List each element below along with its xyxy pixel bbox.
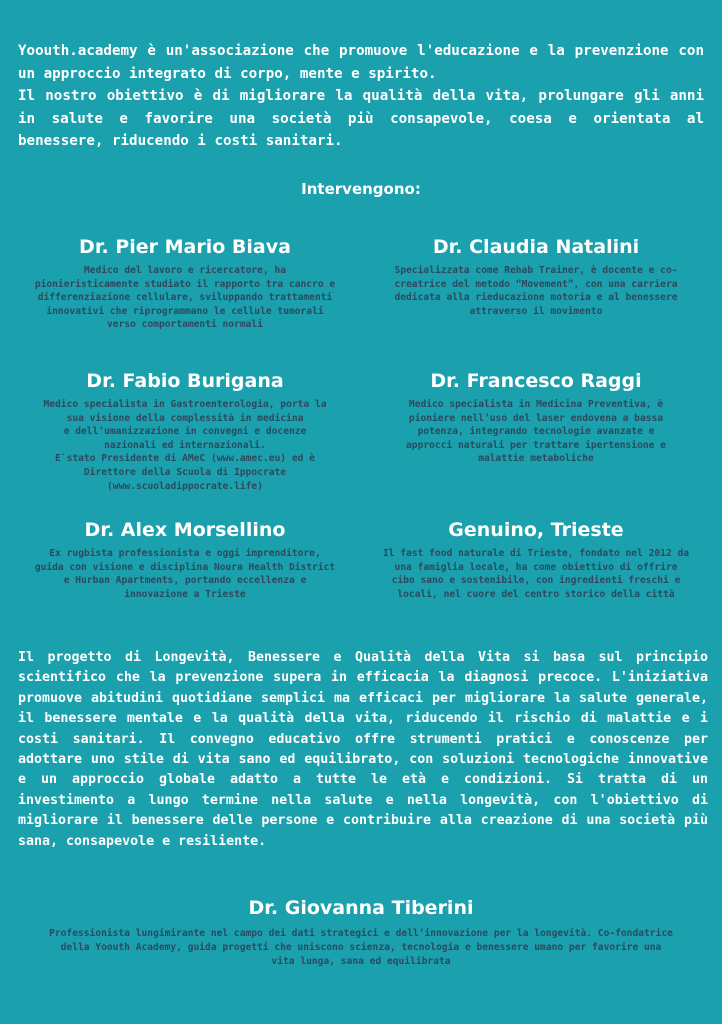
speaker-card <box>10 517 360 601</box>
description-line: Medico specialista in Medicina Preventiva, è <box>408 399 664 410</box>
intro-text <box>18 40 704 153</box>
speaker-name: Dr. Claudia Natalini <box>432 236 640 258</box>
project-description: Il progetto di Longevità, Benessere e Qualità della Vita si basa sul principio scientifico che la prevenzione supera in efficacia la diagnosi precoce. L'iniziativa promuove abitudini quotidiane semplici ma efficaci per migliorare la salute generale, il benessere mentale e la qualità della vita, riducendo il rischio di malattie e i costi sanitari. Il convegno educativo offre strumenti pratici e conoscenze per adottare uno stile di vita sano ed equilibrato, con soluzioni tecnologiche innovative e un approccio globale adatto a tutte le età e condizioni. Si tratta di un investimento a lungo termine nella salute e nella longevità, con l'obiettivo di migliorare il benessere delle persone e contribuire alla creazione di una società più sana, consapevole e resiliente. <box>18 650 708 849</box>
description-line: innovazione a Trieste <box>124 588 246 600</box>
description-line: una famiglia locale, ha come obiettivo di offrire <box>394 561 678 573</box>
speaker-description <box>10 264 360 332</box>
description-line: attraverso il movimento <box>469 305 603 317</box>
description-line: verso comportamenti normali <box>107 319 263 331</box>
speaker-card <box>361 368 711 466</box>
description-line: innovativi che riprogrammano le cellule tumorali <box>46 305 324 317</box>
description-line: Direttore della Scuola di Ippocrate <box>83 466 287 478</box>
description-line: potenza, integrando tecnologie avanzate e <box>417 426 655 438</box>
description-line: Professionista lungimirante nel campo dei dati strategici e dell’innovazione per la longevità. Co-fondatrice <box>49 928 673 939</box>
description-line: E`stato Presidente di AMeC (www.amec.eu) ed è <box>55 453 315 465</box>
speaker-card <box>361 234 711 318</box>
description-line: e Hurban Apartments, portando eccellenza e <box>63 575 307 587</box>
speaker-card <box>10 368 360 493</box>
description-line: vita lunga, sana ed equilibrata <box>271 956 451 967</box>
description-line: (www.scuoladippocrate.life) <box>107 480 263 492</box>
description-line: Il fast food naturale di Trieste, fondato nel 2012 da <box>382 548 690 559</box>
speaker-name: Dr. Francesco Raggi <box>430 370 642 392</box>
description-line: approcci naturali per trattare ipertensione e <box>406 439 666 451</box>
description-line: Ex rugbista professionista e oggi imprenditore, <box>49 548 321 559</box>
description-line: della Yoouth Academy, guida progetti che uniscono scienza, tecnologia e benessere umano per favorire una <box>60 942 662 953</box>
description-line: differenziazione cellulare, sviluppando trattamenti <box>37 292 333 304</box>
speaker-description <box>10 398 360 493</box>
description-line: locali, nel cuore del centro storico della città <box>397 588 675 600</box>
intro-paragraph: Yoouth.academy è un'associazione che promuove l'educazione e la prevenzione con un approccio integrato di corpo, mente e spirito. <box>18 43 704 82</box>
description-line: nazionali ed internazionali. <box>104 439 266 451</box>
description-line: creatrice del metodo “Movement”, con una carriera <box>394 278 678 290</box>
description-line: e dell’umanizzazione in convegni e docenze <box>63 426 307 438</box>
description-line: pioniere nell’uso del laser endovena a bassa <box>408 412 664 424</box>
speaker-description <box>10 547 360 601</box>
description-line: pionieristicamente studiato il rapporto tra cancro e <box>34 278 336 290</box>
speaker-description <box>361 547 711 601</box>
description-line: malattie metaboliche <box>478 453 594 465</box>
speaker-card <box>361 517 711 601</box>
speaker-card <box>10 234 360 332</box>
closing-speaker-card <box>0 895 722 969</box>
speaker-name: Dr. Alex Morsellino <box>84 519 286 541</box>
speaker-name: Dr. Fabio Burigana <box>86 370 284 392</box>
description-line: Medico del lavoro e ricercatore, ha <box>83 265 287 276</box>
description-line: cibo sano e sostenibile, con ingredienti freschi e <box>391 575 681 587</box>
intro-paragraph: Il nostro obiettivo è di migliorare la qualità della vita, prolungare gli anni in salute e favorire una società più consapevole, coesa e orientata al benessere, riducendo i costi sanitari. <box>18 88 704 149</box>
description-line: dedicata alla rieducazione motoria e al benessere <box>394 292 678 304</box>
speaker-name: Dr. Giovanna Tiberini <box>248 897 474 919</box>
speakers-heading: Intervengono: <box>301 180 421 198</box>
description-line: Medico specialista in Gastroenterologia, porta la <box>43 399 327 410</box>
speaker-description <box>361 398 711 466</box>
speaker-name: Dr. Pier Mario Biava <box>79 236 291 258</box>
description-line: Specializzata come Rehab Trainer, è docente e co- <box>394 265 678 276</box>
description-line: sua visione della complessità in medicina <box>66 412 304 424</box>
speaker-description <box>16 927 706 969</box>
description-line: guida con visione e disciplina Noura Health District <box>34 561 336 573</box>
speaker-description <box>361 264 711 318</box>
speaker-name: Genuino, Trieste <box>448 519 624 541</box>
